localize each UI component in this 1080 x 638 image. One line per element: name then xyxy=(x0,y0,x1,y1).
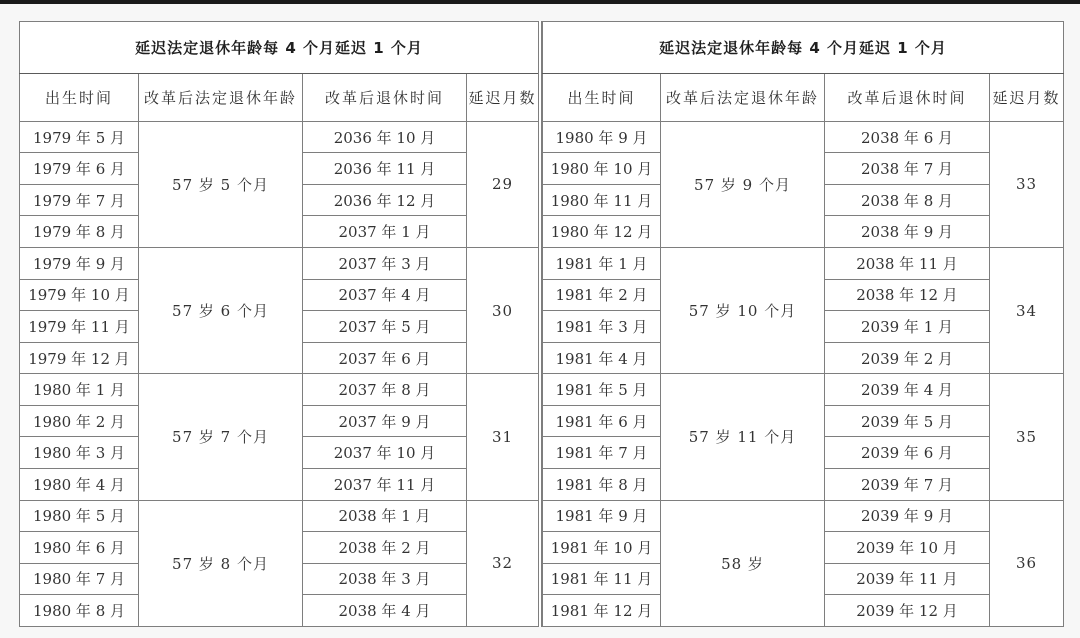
cell-birth-time: 1981 年 2 月 xyxy=(543,279,661,311)
cell-retirement-age: 57 岁 10 个月 xyxy=(661,248,825,374)
cell-birth-time: 1981 年 4 月 xyxy=(543,342,661,374)
cell-delay-months: 30 xyxy=(467,248,539,374)
table-title: 延迟法定退休年龄每 4 个月延迟 1 个月 xyxy=(543,22,1064,74)
cell-retirement-age: 57 岁 6 个月 xyxy=(139,248,303,374)
cell-retirement-time: 2036 年 10 月 xyxy=(303,121,467,153)
cell-birth-time: 1981 年 1 月 xyxy=(543,248,661,280)
cell-retirement-time: 2036 年 11 月 xyxy=(303,153,467,185)
cell-delay-months: 32 xyxy=(467,500,539,626)
cell-retirement-time: 2038 年 11 月 xyxy=(825,248,990,280)
cell-retirement-time: 2038 年 4 月 xyxy=(303,595,467,627)
cell-retirement-time: 2039 年 4 月 xyxy=(825,374,990,406)
cell-birth-time: 1980 年 9 月 xyxy=(543,121,661,153)
table-row xyxy=(20,374,539,406)
cell-retirement-age: 57 岁 11 个月 xyxy=(661,374,825,500)
cell-birth-time: 1980 年 10 月 xyxy=(543,153,661,185)
cell-retirement-time: 2037 年 9 月 xyxy=(303,405,467,437)
cell-retirement-time: 2038 年 12 月 xyxy=(825,279,990,311)
cell-delay-months: 33 xyxy=(990,121,1064,247)
cell-retirement-age: 57 岁 5 个月 xyxy=(139,121,303,247)
cell-retirement-time: 2037 年 6 月 xyxy=(303,342,467,374)
cell-retirement-age: 57 岁 9 个月 xyxy=(661,121,825,247)
cell-retirement-time: 2037 年 1 月 xyxy=(303,216,467,248)
table-row xyxy=(543,500,1064,532)
cell-retirement-time: 2037 年 5 月 xyxy=(303,311,467,343)
cell-birth-time: 1980 年 2 月 xyxy=(20,405,139,437)
cell-retirement-time: 2037 年 8 月 xyxy=(303,374,467,406)
cell-retirement-age: 57 岁 8 个月 xyxy=(139,500,303,626)
table-row xyxy=(543,121,1064,153)
cell-retirement-time: 2039 年 7 月 xyxy=(825,468,990,500)
cell-retirement-time: 2036 年 12 月 xyxy=(303,184,467,216)
cell-birth-time: 1979 年 12 月 xyxy=(20,342,139,374)
cell-retirement-time: 2037 年 10 月 xyxy=(303,437,467,469)
cell-retirement-time: 2039 年 2 月 xyxy=(825,342,990,374)
cell-delay-months: 35 xyxy=(990,374,1064,500)
cell-retirement-time: 2038 年 1 月 xyxy=(303,500,467,532)
retirement-table-left xyxy=(19,21,539,627)
cell-retirement-time: 2038 年 8 月 xyxy=(825,184,990,216)
table-row xyxy=(20,121,539,153)
cell-retirement-time: 2039 年 6 月 xyxy=(825,437,990,469)
cell-delay-months: 36 xyxy=(990,500,1064,626)
table-row xyxy=(543,374,1064,406)
header-retirement-time: 改革后退休时间 xyxy=(825,73,990,121)
cell-birth-time: 1979 年 11 月 xyxy=(20,311,139,343)
cell-birth-time: 1981 年 5 月 xyxy=(543,374,661,406)
cell-birth-time: 1980 年 5 月 xyxy=(20,500,139,532)
cell-birth-time: 1979 年 7 月 xyxy=(20,184,139,216)
cell-birth-time: 1980 年 12 月 xyxy=(543,216,661,248)
cell-birth-time: 1981 年 12 月 xyxy=(543,595,661,627)
cell-birth-time: 1981 年 10 月 xyxy=(543,532,661,564)
cell-birth-time: 1980 年 6 月 xyxy=(20,532,139,564)
cell-retirement-time: 2039 年 12 月 xyxy=(825,595,990,627)
cell-birth-time: 1981 年 9 月 xyxy=(543,500,661,532)
cell-birth-time: 1981 年 6 月 xyxy=(543,405,661,437)
cell-birth-time: 1980 年 7 月 xyxy=(20,563,139,595)
cell-retirement-time: 2037 年 4 月 xyxy=(303,279,467,311)
cell-retirement-time: 2039 年 1 月 xyxy=(825,311,990,343)
header-retirement-time: 改革后退休时间 xyxy=(303,73,467,121)
cell-retirement-time: 2038 年 2 月 xyxy=(303,532,467,564)
document-frame xyxy=(19,21,1063,627)
table-row xyxy=(20,248,539,280)
table-row xyxy=(20,500,539,532)
cell-retirement-time: 2039 年 5 月 xyxy=(825,405,990,437)
cell-birth-time: 1981 年 7 月 xyxy=(543,437,661,469)
cell-delay-months: 29 xyxy=(467,121,539,247)
header-retirement-age: 改革后法定退休年龄 xyxy=(139,73,303,121)
top-bar xyxy=(0,0,1080,4)
cell-retirement-time: 2038 年 3 月 xyxy=(303,563,467,595)
header-birth-time: 出生时间 xyxy=(543,73,661,121)
table-title: 延迟法定退休年龄每 4 个月延迟 1 个月 xyxy=(20,22,539,74)
header-row xyxy=(20,73,539,121)
cell-retirement-time: 2039 年 10 月 xyxy=(825,532,990,564)
cell-retirement-time: 2038 年 7 月 xyxy=(825,153,990,185)
cell-birth-time: 1979 年 9 月 xyxy=(20,248,139,280)
cell-retirement-time: 2037 年 3 月 xyxy=(303,248,467,280)
cell-retirement-time: 2038 年 6 月 xyxy=(825,121,990,153)
cell-birth-time: 1980 年 8 月 xyxy=(20,595,139,627)
cell-birth-time: 1980 年 4 月 xyxy=(20,468,139,500)
header-row xyxy=(543,73,1064,121)
cell-retirement-age: 58 岁 xyxy=(661,500,825,626)
cell-birth-time: 1981 年 3 月 xyxy=(543,311,661,343)
cell-birth-time: 1979 年 8 月 xyxy=(20,216,139,248)
cell-birth-time: 1980 年 1 月 xyxy=(20,374,139,406)
cell-delay-months: 31 xyxy=(467,374,539,500)
header-delay-months: 延迟月数 xyxy=(990,73,1064,121)
cell-birth-time: 1979 年 5 月 xyxy=(20,121,139,153)
title-row xyxy=(543,22,1064,74)
title-row xyxy=(20,22,539,74)
cell-birth-time: 1979 年 6 月 xyxy=(20,153,139,185)
cell-retirement-time: 2037 年 11 月 xyxy=(303,468,467,500)
header-birth-time: 出生时间 xyxy=(20,73,139,121)
cell-retirement-age: 57 岁 7 个月 xyxy=(139,374,303,500)
cell-retirement-time: 2039 年 11 月 xyxy=(825,563,990,595)
cell-delay-months: 34 xyxy=(990,248,1064,374)
header-retirement-age: 改革后法定退休年龄 xyxy=(661,73,825,121)
header-delay-months: 延迟月数 xyxy=(467,73,539,121)
table-row xyxy=(543,248,1064,280)
cell-retirement-time: 2039 年 9 月 xyxy=(825,500,990,532)
cell-birth-time: 1980 年 3 月 xyxy=(20,437,139,469)
cell-birth-time: 1979 年 10 月 xyxy=(20,279,139,311)
retirement-table-right xyxy=(542,21,1064,627)
cell-retirement-time: 2038 年 9 月 xyxy=(825,216,990,248)
cell-birth-time: 1981 年 8 月 xyxy=(543,468,661,500)
cell-birth-time: 1980 年 11 月 xyxy=(543,184,661,216)
cell-birth-time: 1981 年 11 月 xyxy=(543,563,661,595)
